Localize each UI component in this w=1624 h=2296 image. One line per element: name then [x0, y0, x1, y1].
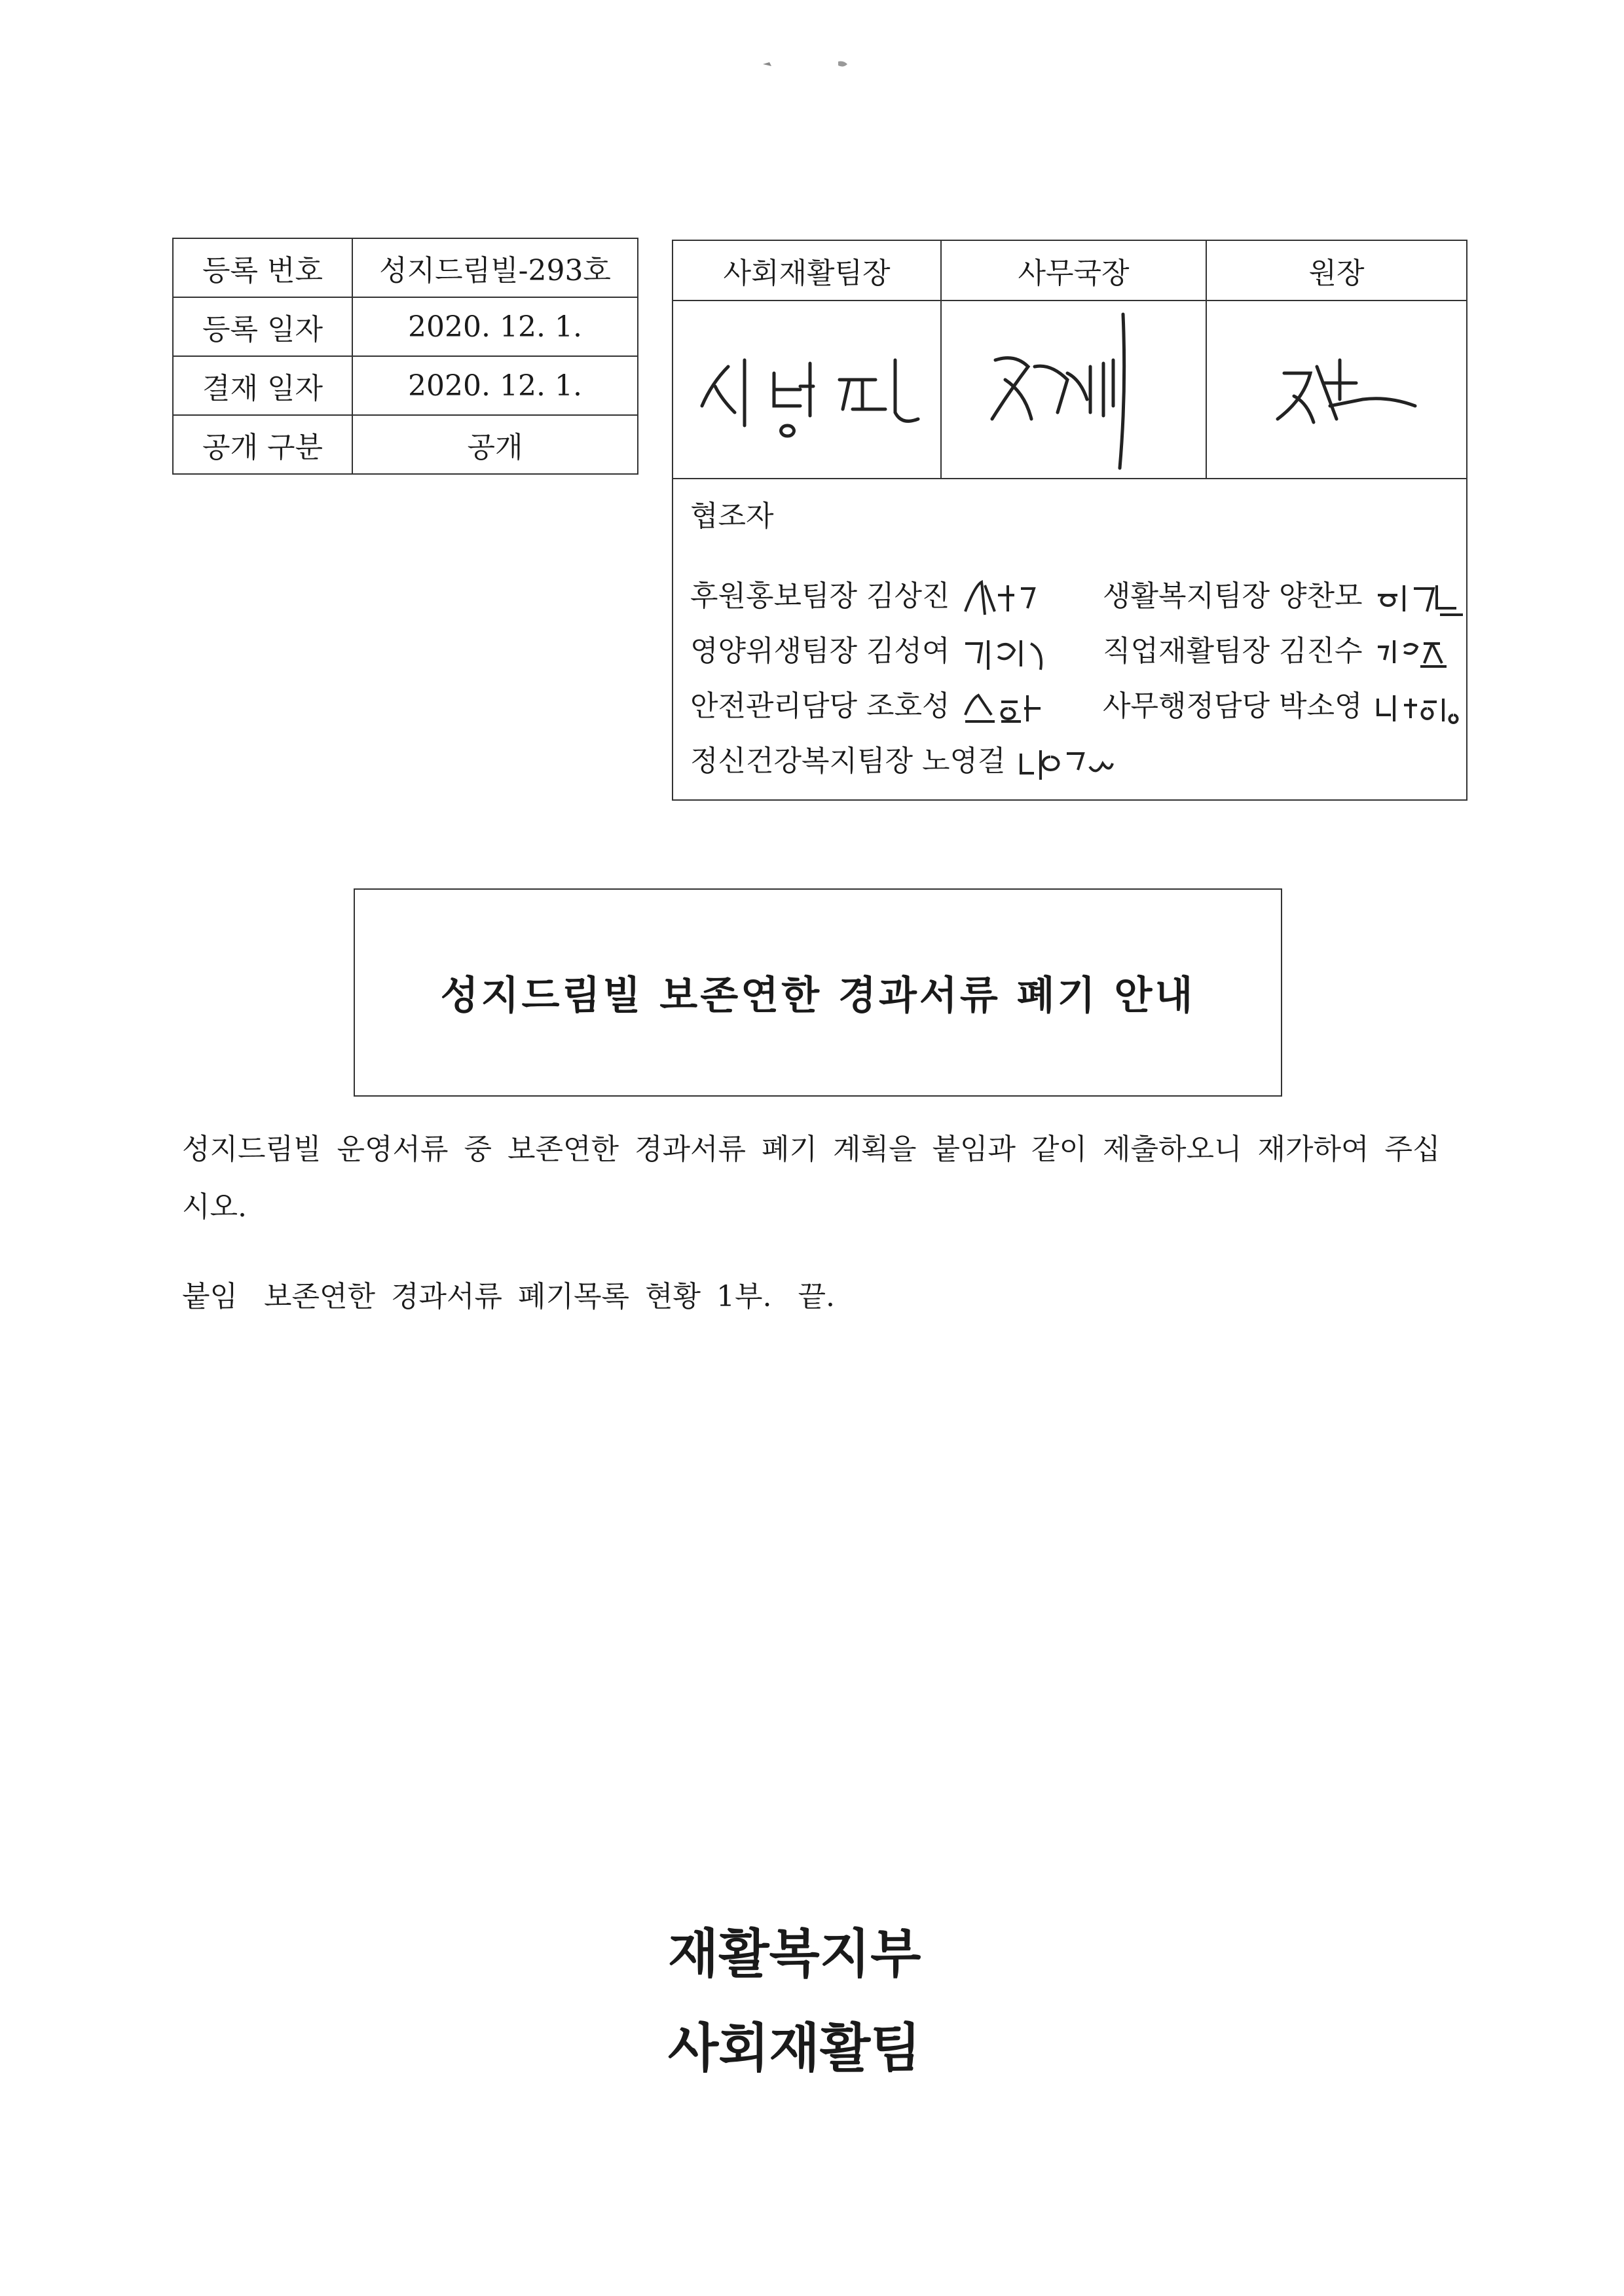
end-mark: 끝. — [798, 1280, 835, 1313]
cooperators-title: 협조자 — [690, 500, 774, 533]
list-item — [690, 627, 1466, 682]
registration-value: 성지드림빌-293호 — [352, 238, 638, 297]
cooperator-role: 안전관리담당 — [690, 689, 858, 723]
cooperator-name: 김성여 — [866, 634, 950, 668]
table-row — [173, 238, 638, 297]
approval-header-row — [673, 241, 1466, 301]
scan-speck — [760, 59, 864, 69]
attachment-text: 보존연한 경과서류 폐기목록 현황 1부. — [264, 1280, 772, 1313]
signature-director — [1207, 301, 1466, 478]
handwritten-signature — [962, 685, 1047, 731]
cooperator-entry — [690, 737, 1116, 786]
cooperator-name: 조호성 — [866, 689, 950, 723]
cooperator-name: 김진수 — [1279, 634, 1363, 668]
approval-signature-row — [673, 301, 1466, 479]
registration-label: 공개 구분 — [173, 415, 352, 474]
handwritten-signature — [962, 575, 1041, 621]
registration-table — [172, 238, 638, 475]
handwritten-signature — [962, 630, 1047, 676]
handwritten-signature — [1375, 575, 1466, 621]
cooperators-section — [673, 479, 1466, 792]
cooperator-entry — [690, 572, 1041, 621]
list-item — [690, 572, 1466, 627]
approval-box — [672, 240, 1467, 801]
cooperator-role: 생활복지팀장 — [1103, 579, 1270, 613]
document-title: 성지드림빌 보존연한 경과서류 폐기 안내 — [440, 973, 1196, 1019]
attachment-line — [182, 1273, 861, 1315]
cooperator-role: 직업재활팀장 — [1103, 634, 1270, 668]
team-name: 사회재활팀 — [668, 2018, 921, 2079]
cooperator-entry — [690, 627, 1047, 676]
registration-label: 등록 번호 — [173, 238, 352, 297]
approver-title: 사회재활팀장 — [673, 241, 942, 300]
document-body: 성지드림빌 운영서류 중 보존연한 경과서류 폐기 계획을 붙임과 같이 제출하오니 재가하여 주십시오. — [182, 1133, 1441, 1224]
cooperator-entry — [1103, 682, 1466, 731]
table-row — [173, 297, 638, 356]
table-row — [173, 356, 638, 415]
cooperator-name: 양찬모 — [1279, 579, 1363, 613]
cooperator-name: 박소영 — [1279, 689, 1363, 723]
cooperator-role: 후원홍보팀장 — [690, 579, 858, 613]
signature-general-manager — [942, 301, 1207, 478]
handwritten-signature — [1018, 740, 1116, 786]
registration-value: 2020. 12. 1. — [352, 297, 638, 356]
cooperator-name: 노영걸 — [922, 744, 1006, 778]
handwritten-signature — [1225, 334, 1448, 445]
handwritten-signature — [1375, 685, 1466, 731]
cooperator-entry — [1103, 627, 1453, 676]
list-item — [690, 737, 1466, 792]
cooperator-role: 정신건강복지팀장 — [690, 744, 913, 778]
registration-value: 공개 — [352, 415, 638, 474]
handwritten-signature — [689, 334, 925, 445]
cooperator-name: 김상진 — [866, 579, 950, 613]
department-name: 재활복지부 — [668, 1923, 921, 1984]
cooperator-role: 영양위생팀장 — [690, 634, 858, 668]
handwritten-signature — [1375, 630, 1453, 676]
cooperator-role: 사무행정담당 — [1103, 689, 1270, 723]
cooperators-list — [690, 572, 1466, 792]
approver-title: 사무국장 — [942, 241, 1207, 300]
registration-label: 등록 일자 — [173, 297, 352, 356]
cooperator-entry — [1103, 572, 1466, 621]
handwritten-signature — [956, 308, 1192, 471]
approver-title: 원장 — [1308, 257, 1365, 290]
cooperator-entry — [690, 682, 1047, 731]
table-row — [173, 415, 638, 474]
registration-label: 결재 일자 — [173, 356, 352, 415]
signature-team-leader — [673, 301, 942, 478]
document-title-box — [354, 888, 1282, 1097]
list-item — [690, 682, 1466, 737]
attachment-label: 붙임 — [182, 1280, 238, 1313]
registration-value: 2020. 12. 1. — [352, 356, 638, 415]
